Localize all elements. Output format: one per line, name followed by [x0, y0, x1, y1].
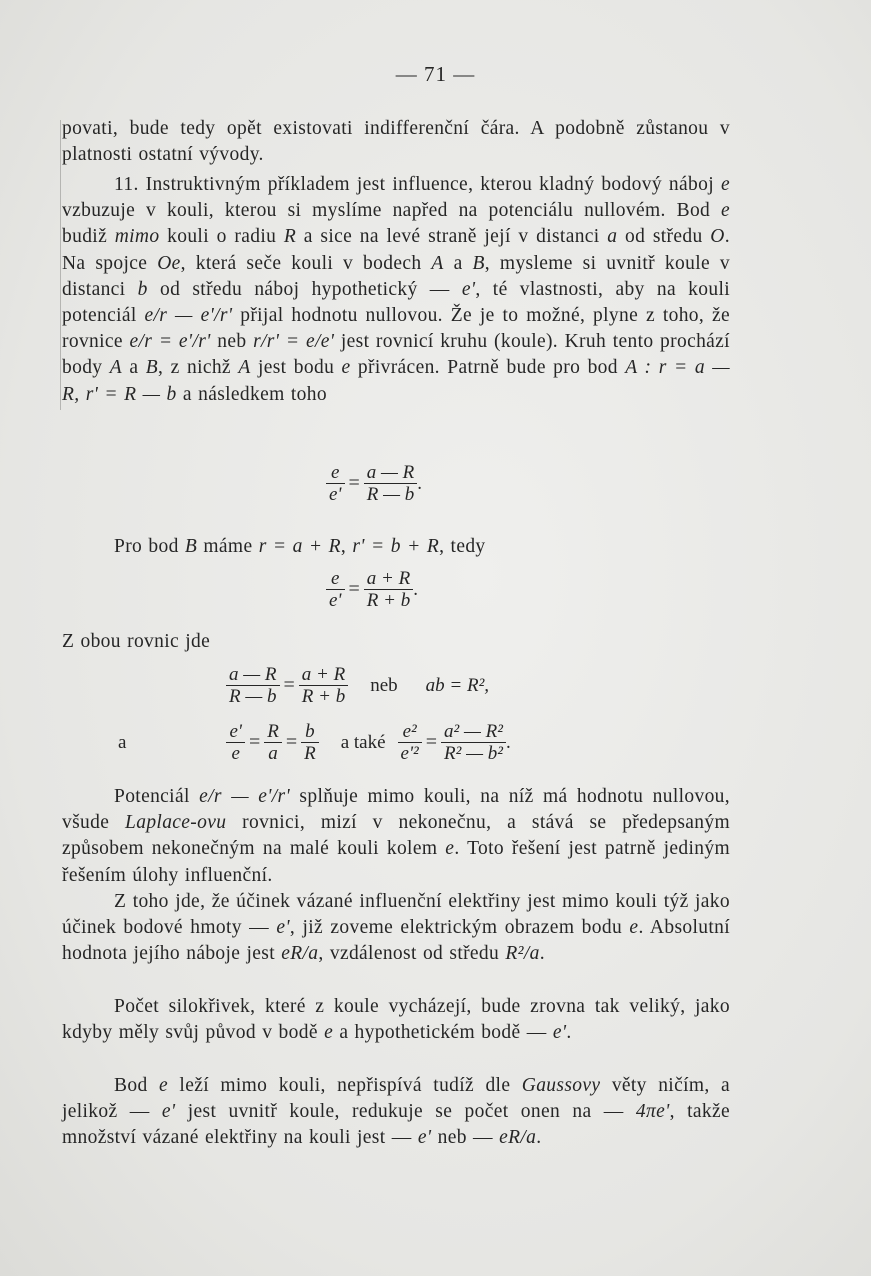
paragraph-z-toho: Z toho jde, že účinek vázané influenční elektřiny jest mimo kouli týž jako účinek bodové hmoty — e', již zoveme elektrickým obrazem bodu e. Absolutní hodnota jejího náboje jest eR/a, vzdálenost od středu R²/a.: [62, 891, 730, 965]
fraction: $\frac{e'}{e}$: [226, 721, 245, 764]
equation-2: $\frac{e}{e'}$ = $\frac{a + R}{R + b}$ .: [326, 568, 418, 611]
paragraph-pocet: Počet silokřivek, které z koule vycházejí, bude zrovna tak veliký, jako kdyby měly svůj původ v bodě e a hypothetickém bodě — e'.: [62, 996, 730, 1044]
paragraph-pro-bod-B: Pro bod B máme r = a + R, r' = b + R, tedy: [114, 536, 486, 557]
equation-1: $\frac{e}{e'}$ = $\frac{a — R}{R — b}$ .: [326, 462, 422, 505]
paragraph-bod-e: Bod e leží mimo kouli, nepřispívá tudíž dle Gaussovy věty ničím, a jelikož — e' jest uvnitř koule, redukuje se počet onen na — 4πe', takže množství vázané elektřiny na kouli jest — e' neb — eR/a.: [62, 1075, 730, 1149]
fraction: $\frac{a — R}{R — b}$: [226, 664, 280, 707]
fraction: $\frac{R}{a}$: [264, 721, 282, 764]
fraction: $\frac{\text{a² — R²}}{\text{R² — b²}}$: [441, 721, 506, 764]
equation-4: a $\frac{e'}{e}$ = $\frac{R}{a}$ = $\frac{b}{R}$ a také $\frac{\text{e²}}{\text{e'²}}$ = $\frac{\text{a² — R²}}{\text{R² — b²}}$ .: [118, 721, 511, 764]
fraction: $\frac{e}{e'}$: [326, 568, 345, 611]
fraction: $\frac{a + R}{R + b}$: [299, 664, 348, 707]
page-number: — 71 —: [395, 62, 476, 86]
fraction: $\frac{e}{e'}$: [326, 462, 345, 505]
paragraph-11: 11. Instruktivným příkladem jest influence, kterou kladný bodový náboj e vzbuzuje v kouli, kterou si myslíme napřed na potenciálu nullovém. Bod e budiž mimo kouli o radiu R a sice na levé straně její v distanci a od středu O. Na spojce Oe, která seče kouli v bodech A a B, mysleme si uvnitř koule v distanci b od středu náboj hypothetický — e', té vlastnosti, aby na kouli potenciál e/r — e'/r' přijal hodnotu nullovou. Že je to možné, plyne z toho, že rovnice e/r = e'/r' neb r/r' = e/e' jest rovnicí kruhu (koule). Kruh tento prochází body A a B, z nichž A jest bodu e přivrácen. Patrně bude pro bod A : r = a — R, r' = R — b a následkem toho: [62, 174, 730, 405]
fraction: $\frac{a + R}{R + b}$: [364, 568, 413, 611]
fraction: $\frac{b}{R}$: [301, 721, 319, 764]
paragraph-potencial: Potenciál e/r — e'/r' splňuje mimo kouli, na níž má hodnotu nullovou, všude Laplace-ovu rovnici, mizí v nekonečnu, a stává se předepsaným způsobem nekonečným na malé kouli kolem e. Toto řešení jest patrně jediným řešením úlohy influenční.: [62, 786, 731, 886]
paragraph-z-obou: Z obou rovnic jde: [62, 631, 211, 652]
paragraph-continuation: povati, bude tedy opět existovati indifferenční čára. A podobně zůstanou v platnosti ostatní vývody.: [62, 118, 730, 166]
fraction: $\frac{a — R}{R — b}$: [364, 462, 418, 505]
fraction: $\frac{\text{e²}}{\text{e'²}}$: [398, 721, 422, 764]
page-edge-shadow: [60, 120, 61, 410]
equation-3: $\frac{a — R}{R — b}$ = $\frac{a + R}{R + b}$ neb ab = R²,: [226, 664, 489, 707]
